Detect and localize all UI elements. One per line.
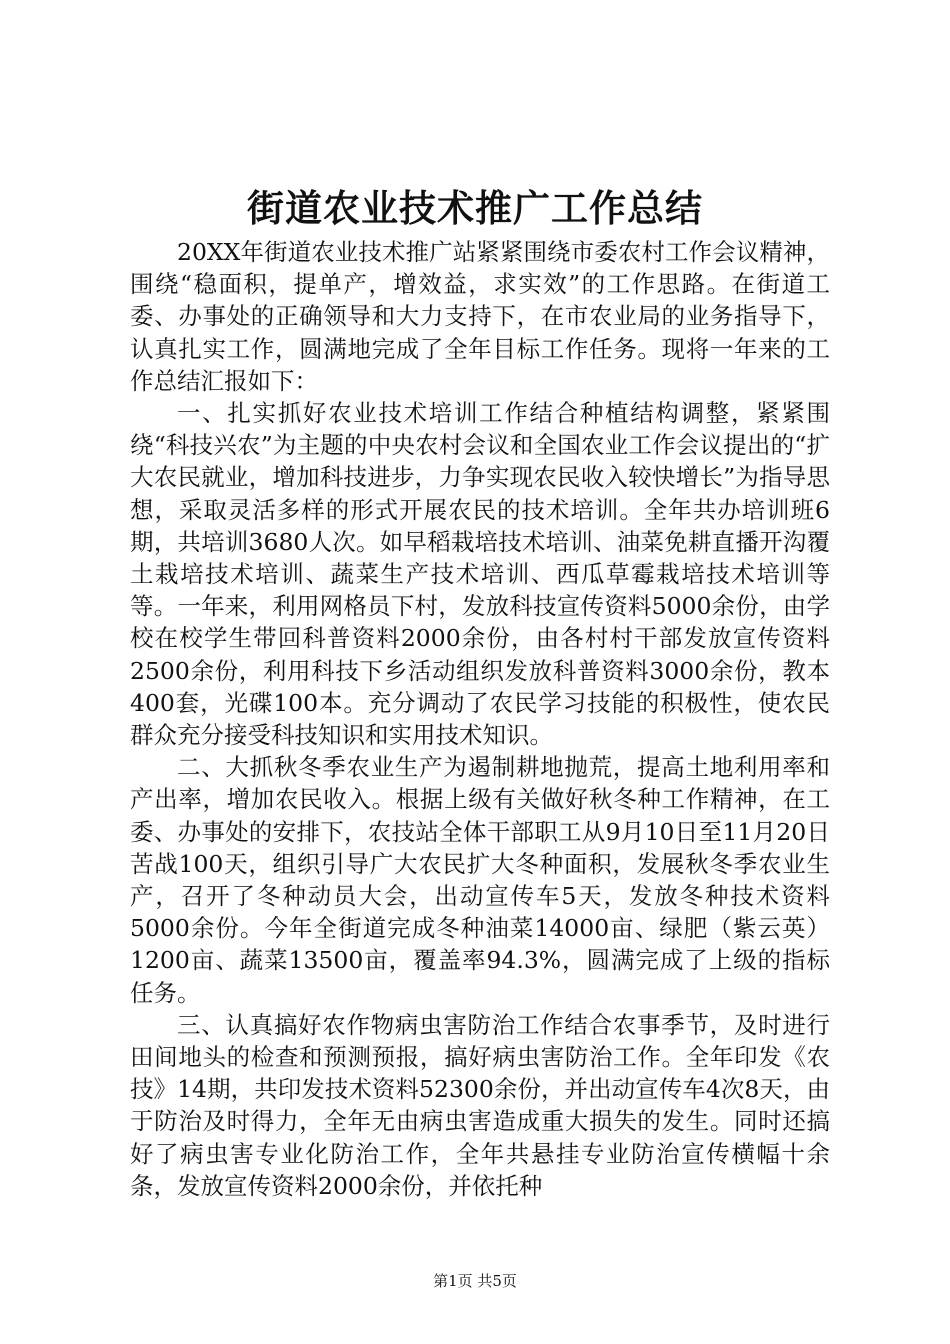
paragraph-section-2: 二、大抓秋冬季农业生产为遏制耕地抛荒，提高土地利用率和产出率，增加农民收入。根据上级有关做好秋冬种工作精神，在工委、办事处的安排下，农技站全体干部职工从9月10日至11月20日苦战100天，组织引导广大农民扩大冬种面积，发展秋冬季农业生产，召开了冬种动员大会，出动宣传车5天，发放冬种技术资料5000余份。今年全街道完成冬种油菜14000亩、绿肥（紫云英）1200亩、蔬菜13500亩，覆盖率94.3%，圆满完成了上级的指标任务。 — [130, 753, 830, 1007]
paragraph-section-3: 三、认真搞好农作物病虫害防治工作结合农事季节，及时进行田间地头的检查和预测预报，搞好病虫害防治工作。全年印发《农技》14期，共印发技术资料52300余份，并出动宣传车4次8天，由于防治及时得力，全年无由病虫害造成重大损失的发生。同时还搞好了病虫害专业化防治工作，全年共悬挂专业防治宣传横幅十余条，发放宣传资料2000余份，并依托种 — [130, 1010, 830, 1200]
paragraph-section-1: 一、扎实抓好农业技术培训工作结合种植结构调整，紧紧围绕“科技兴农”为主题的中央农村会议和全国农业工作会议提出的“扩大农民就业，增加科技进步，力争实现农民收入较快增长”为指导思想，采取灵活多样的形式开展农民的技术培训。全年共办培训班6期，共培训3680人次。如早稻栽培技术培训、油菜免耕直播开沟覆土栽培技术培训、蔬菜生产技术培训、西瓜草霉栽培技术培训等等。一年来，利用网格员下村，发放科技宣传资料5000余份，由学校在校学生带回科普资料2000余份，由各村村干部发放宣传资料2500余份，利用科技下乡活动组织发放科普资料3000余份，教本400套，光碟100本。充分调动了农民学习技能的积极性，使农民群众充分接受科技知识和实用技术知识。 — [130, 399, 830, 750]
paragraph-intro: 20XX年街道农业技术推广站紧紧围绕市委农村工作会议精神，围绕“稳面积，提单产，增效益，求实效”的工作思路。在街道工委、办事处的正确领导和大力支持下，在市农业局的业务指导下，认真扎实工作，圆满地完成了全年目标工作任务。现将一年来的工作总结汇报如下： — [130, 238, 830, 395]
document-title: 街道农业技术推广工作总结 — [247, 186, 703, 230]
page-number-footer: 第1页 共5页 — [433, 1272, 517, 1290]
document-body — [130, 236, 830, 1202]
